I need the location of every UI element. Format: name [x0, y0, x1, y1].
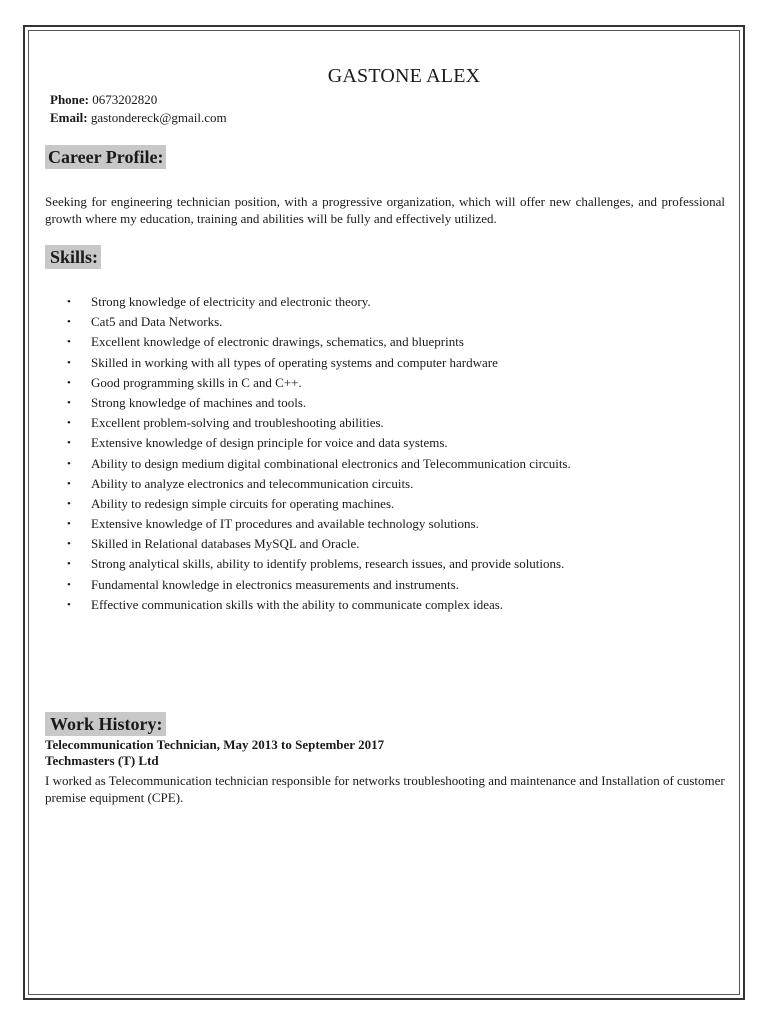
- skill-text: Excellent problem-solving and troubleshooting abilities.: [91, 415, 384, 431]
- skill-item: [45, 373, 725, 393]
- skill-text: Good programming skills in C and C++.: [91, 374, 302, 390]
- bullet-icon: •: [67, 558, 71, 571]
- phone-line: [50, 91, 157, 108]
- skill-item: [45, 534, 725, 554]
- career-profile-text: Seeking for engineering technician position, with a progressive organization, which will offer new challenges, and professional growth where my education, training and abilities will be fully and effectively utilized.: [45, 194, 725, 226]
- skill-item: [45, 494, 725, 514]
- skills-list: [45, 292, 725, 615]
- skill-item: [45, 332, 725, 352]
- skill-text: Strong knowledge of machines and tools.: [91, 394, 307, 410]
- skill-text: Extensive knowledge of design principle for voice and data systems.: [91, 435, 448, 451]
- work-description: I worked as Telecommunication technician responsible for networks troubleshooting and maintenance and Installation of customer premise equipment (CPE).: [45, 773, 725, 805]
- work-history-heading: Work History:: [45, 712, 166, 736]
- skill-text: Ability to redesign simple circuits for operating machines.: [91, 495, 395, 511]
- phone-label: Phone:: [50, 92, 89, 107]
- skill-item: [45, 393, 725, 413]
- bullet-icon: •: [67, 497, 71, 510]
- bullet-icon: •: [67, 396, 71, 409]
- skill-item: [45, 575, 725, 595]
- bullet-icon: •: [67, 477, 71, 490]
- email-value: gastondereck@gmail.com: [90, 110, 227, 125]
- email-line: [50, 109, 227, 126]
- skills-heading: Skills:: [45, 245, 101, 269]
- skill-item: [45, 353, 725, 373]
- skill-text: Strong analytical skills, ability to identify problems, research issues, and provide solutions.: [91, 556, 565, 572]
- bullet-icon: •: [67, 578, 71, 591]
- bullet-icon: •: [67, 457, 71, 470]
- skill-text: Extensive knowledge of IT procedures and available technology solutions.: [91, 516, 479, 532]
- skill-text: Strong knowledge of electricity and electronic theory.: [91, 294, 371, 309]
- bullet-icon: •: [67, 598, 71, 611]
- bullet-icon: •: [67, 437, 71, 450]
- bullet-icon: •: [67, 336, 71, 349]
- skill-item: [45, 514, 725, 534]
- skill-text: Fundamental knowledge in electronics measurements and instruments.: [91, 576, 459, 592]
- skill-item: [45, 474, 725, 494]
- career-profile-heading: Career Profile:: [45, 145, 166, 169]
- work-company: Techmasters (T) Ltd: [45, 753, 159, 768]
- skill-item: [45, 595, 725, 615]
- bullet-icon: •: [67, 518, 71, 531]
- skill-text: Effective communication skills with the ability to communicate complex ideas.: [91, 596, 504, 612]
- bullet-icon: •: [67, 356, 71, 369]
- bullet-icon: •: [67, 296, 71, 308]
- skill-text: Ability to design medium digital combinational electronics and Telecommunication circuits.: [91, 455, 571, 471]
- skill-item: [45, 413, 725, 433]
- email-label: Email:: [50, 110, 88, 125]
- candidate-name: GASTONE ALEX: [327, 65, 481, 87]
- skill-item: [45, 312, 725, 332]
- skill-text: Skilled in Relational databases MySQL and Oracle.: [91, 536, 360, 552]
- skill-text: Ability to analyze electronics and telecommunication circuits.: [91, 475, 414, 491]
- bullet-icon: •: [67, 417, 71, 430]
- skill-item: [45, 554, 725, 574]
- bullet-icon: •: [67, 538, 71, 551]
- skill-item: [45, 292, 725, 312]
- bullet-icon: •: [67, 376, 71, 389]
- skill-item: [45, 433, 725, 453]
- skill-item: [45, 454, 725, 474]
- skill-text: Skilled in working with all types of operating systems and computer hardware: [91, 354, 498, 370]
- phone-value: 0673202820: [92, 92, 158, 107]
- skill-text: Excellent knowledge of electronic drawings, schematics, and blueprints: [91, 334, 464, 350]
- work-position: Telecommunication Technician, May 2013 to September 2017: [45, 737, 385, 752]
- bullet-icon: •: [67, 316, 71, 329]
- skill-text: Cat5 and Data Networks.: [91, 314, 223, 330]
